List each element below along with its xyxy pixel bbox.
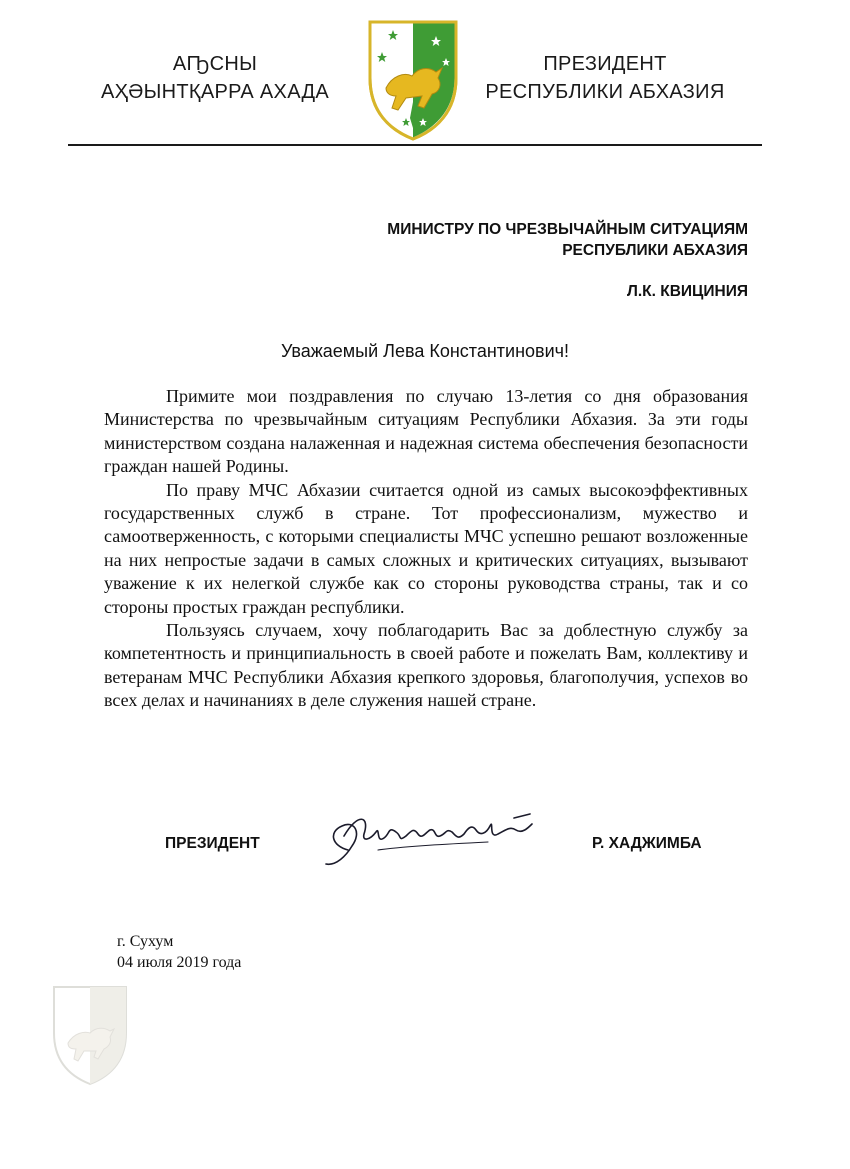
salutation: Уважаемый Лева Константинович! [280, 341, 570, 361]
signatory-role: ПРЕЗИДЕНТ [165, 835, 260, 852]
addressee-name: Л.К. КВИЦИНИЯ [627, 283, 748, 300]
coat-of-arms-icon [366, 18, 460, 142]
addressee-block [387, 219, 748, 302]
body-paragraph-1: Примите мои поздравления по случаю 13-летия со дня образования Министерства по чрезвычайным ситуациям Республики Абхазия. За эти годы министерством создана налаженная и надежная система обеспечения безопасности граждан нашей Родины. [104, 386, 748, 477]
header-right-line2: РЕСПУБЛИКИ АБХАЗИЯ [485, 81, 725, 103]
signature-icon [318, 806, 548, 874]
date: 04 июля 2019 года [117, 954, 242, 971]
header-left-line1: АҦСНЫ [172, 53, 258, 75]
addressee-line1: МИНИСТРУ ПО ЧРЕЗВЫЧАЙНЫМ СИТУАЦИЯМ [387, 221, 748, 238]
body-paragraph-3: Пользуясь случаем, хочу поблагодарить Вас за доблестную службу за компетентность и принципиальность в своей работе и пожелать Вам, коллективу и ветеранам МЧС Республики Абхазия крепкого здоровья, благополучия, успехов во всех делах и начинаниях в деле служения нашей стране. [104, 620, 748, 711]
place-date [117, 931, 241, 973]
letter-body [104, 385, 748, 713]
header-right-russian [480, 50, 730, 106]
watermark-emblem-icon [50, 983, 130, 1087]
addressee-line2: РЕСПУБЛИКИ АБХАЗИЯ [562, 242, 748, 259]
place: г. Сухум [117, 933, 174, 950]
header-left-abkhaz [95, 50, 335, 106]
body-paragraph-2: По праву МЧС Абхазии считается одной из самых высокоэффективных государственных служб в стране. Тот профессионализм, мужество и самоотверженность, с которыми специалисты МЧС успешно решают возложенные на них непростые задачи в самых сложных и критических ситуациях, вызывают уважение к их нелегкой службе как со стороны руководства страны, так и со стороны простых граждан республики. [104, 479, 748, 617]
signatory-name: Р. ХАДЖИМБА [592, 835, 702, 852]
header-divider [68, 144, 762, 146]
header-left-line2: АҲӘЫНТҚАРРА АХАДА [101, 81, 329, 103]
header-right-line1: ПРЕЗИДЕНТ [543, 53, 667, 75]
